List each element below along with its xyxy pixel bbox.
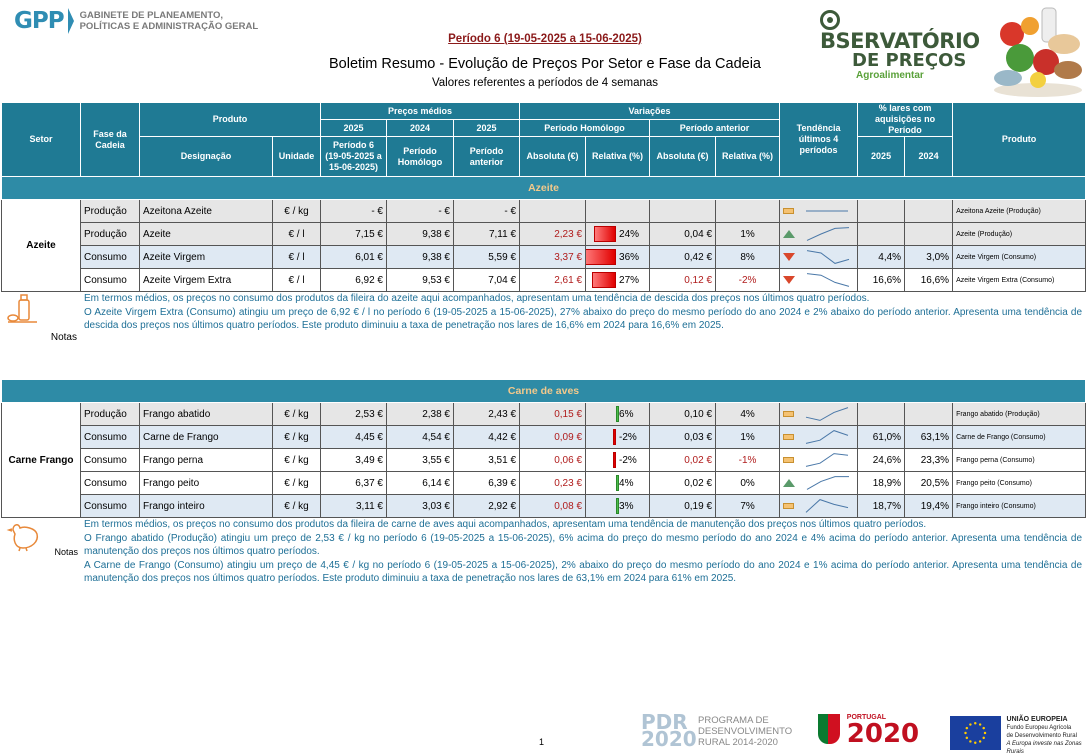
abs-homologo-cell: 2,23 € (520, 223, 586, 246)
pdr2020-logo (641, 710, 793, 751)
trend-cell (780, 449, 858, 472)
rel-anterior-cell: -1% (716, 449, 780, 472)
eu-star (969, 740, 971, 742)
pdr-logo-mark: PDR 2020 (641, 710, 697, 751)
section-title: Carne de aves (2, 380, 1086, 403)
report-subtitle: Valores referentes a períodos de 4 semanas (431, 77, 659, 89)
abs-homologo-cell: 2,61 € (520, 269, 586, 292)
produto-label-cell: Azeite (Produção) (953, 223, 1086, 246)
pt-num: 2020 (846, 719, 920, 749)
col-fase: Fase da Cadeia (81, 103, 140, 177)
report-title: Boletim Resumo - Evolução de Preços Por Setor e Fase da Cadeia (329, 56, 761, 72)
col-y2024: 2024 (387, 120, 454, 137)
rel-homologo-value: -2% (619, 431, 637, 443)
abs-anterior-cell: 0,03 € (650, 426, 716, 449)
price-2025-cell: 7,15 € (321, 223, 387, 246)
produto-label-cell: Frango abatido (Produção) (953, 403, 1086, 426)
table-row (2, 269, 1086, 292)
sparkline-line (806, 454, 848, 467)
col-y2025: 2025 (321, 120, 387, 137)
col-precos-medios: Preços médios (321, 103, 520, 120)
designacao-cell: Frango perna (140, 449, 273, 472)
produto-label-cell: Azeitona Azeite (Produção) (953, 200, 1086, 223)
eu-l3: A Europa investe nas Zonas Rurais (1006, 741, 1082, 755)
abs-anterior-cell: 0,02 € (650, 472, 716, 495)
eu-title: UNIÃO EUROPEIA (1006, 716, 1068, 723)
obs-line1-text: BSERVATÓRIO (820, 29, 980, 53)
produto-label-cell: Frango inteiro (Consumo) (953, 495, 1086, 518)
col-absoluta: Absoluta (€) (520, 137, 586, 177)
col-produto: Produto (140, 103, 321, 137)
price-anterior-cell: 7,11 € (454, 223, 520, 246)
col-variacoes: Variações (520, 103, 780, 120)
abs-homologo-cell: 0,08 € (520, 495, 586, 518)
abs-homologo-cell (520, 200, 586, 223)
fase-cell: Consumo (81, 246, 140, 269)
price-2025-cell: 3,49 € (321, 449, 387, 472)
rel-homologo-cell (586, 403, 650, 426)
lares-2024-cell: 23,3% (905, 449, 953, 472)
fase-cell: Produção (81, 223, 140, 246)
produto-label-cell: Azeite Virgem (Consumo) (953, 246, 1086, 269)
eu-star (979, 740, 981, 742)
rel-homologo-cell (586, 200, 650, 223)
sparkline-line (806, 408, 848, 421)
gpp-name-line2: POLÍTICAS E ADMINISTRAÇÃO GERAL (79, 21, 259, 32)
price-anterior-cell: 5,59 € (454, 246, 520, 269)
unidade-cell: € / l (273, 223, 321, 246)
price-2024-cell: - € (387, 200, 454, 223)
abs-homologo-cell: 0,06 € (520, 449, 586, 472)
price-anterior-cell: - € (454, 200, 520, 223)
trend-flat-icon (783, 411, 794, 417)
designacao-cell: Azeite Virgem (140, 246, 273, 269)
col-tendencia: Tendência últimos 4 períodos (780, 103, 858, 177)
rel-homologo-cell (586, 495, 650, 518)
designacao-cell: Frango peito (140, 472, 273, 495)
table-row (2, 449, 1086, 472)
price-anterior-cell: 6,39 € (454, 472, 520, 495)
eu-star (966, 737, 968, 739)
abs-homologo-cell: 0,23 € (520, 472, 586, 495)
notes-row (2, 292, 1086, 380)
eu-star (966, 727, 968, 729)
fase-cell: Consumo (81, 495, 140, 518)
setor-cell: Carne Frango (2, 403, 81, 518)
trend-cell (780, 269, 858, 292)
unidade-cell: € / kg (273, 472, 321, 495)
table-body (2, 177, 1086, 588)
designacao-cell: Frango inteiro (140, 495, 273, 518)
col-periodo-atual: Período 6 (19-05-2025 a 15-06-2025) (321, 137, 387, 177)
lares-2025-cell: 4,4% (858, 246, 905, 269)
notes-icon-cell (2, 292, 81, 380)
price-anterior-cell: 2,92 € (454, 495, 520, 518)
col-periodo-anterior: Período anterior (454, 137, 520, 177)
pdr-logo-text (698, 715, 792, 748)
col-relativa: Relativa (%) (586, 137, 650, 177)
rel-anterior-cell (716, 200, 780, 223)
table-row (2, 472, 1086, 495)
sparkline-line (807, 274, 849, 287)
trend-flat-icon (783, 457, 794, 463)
lares-2024-cell: 3,0% (905, 246, 953, 269)
sparkline (804, 497, 852, 515)
obs-line1 (820, 10, 990, 52)
sparkline (805, 474, 853, 492)
trend-up-icon (783, 230, 795, 238)
abs-anterior-cell: 0,02 € (650, 449, 716, 472)
lares-2025-cell: 16,6% (858, 269, 905, 292)
price-anterior-cell: 2,43 € (454, 403, 520, 426)
eu-flag-icon (950, 716, 1001, 750)
table-row (2, 495, 1086, 518)
fase-cell: Consumo (81, 269, 140, 292)
col-relativa2: Relativa (%) (716, 137, 780, 177)
lares-2024-cell: 16,6% (905, 269, 953, 292)
trend-cell (780, 426, 858, 449)
sparkline (804, 405, 852, 423)
unidade-cell: € / l (273, 246, 321, 269)
rel-homologo-cell (586, 426, 650, 449)
lares-2024-cell (905, 200, 953, 223)
col-absoluta2: Absoluta (€) (650, 137, 716, 177)
produto-label-cell: Carne de Frango (Consumo) (953, 426, 1086, 449)
price-2025-cell: 3,11 € (321, 495, 387, 518)
col-unidade: Unidade (273, 137, 321, 177)
trend-flat-icon (783, 208, 794, 214)
lares-2025-cell (858, 200, 905, 223)
olive-oil-icon (5, 292, 45, 326)
gpp-logo (14, 8, 258, 34)
notes-label: Notas (50, 331, 77, 343)
trend-up-icon (783, 479, 795, 487)
sparkline (804, 428, 852, 446)
obs-line3: Agroalimentar (856, 70, 924, 81)
notes-text (81, 518, 1086, 588)
designacao-cell: Carne de Frango (140, 426, 273, 449)
rel-anterior-cell: 7% (716, 495, 780, 518)
col-y2025b: 2025 (454, 120, 520, 137)
trend-down-icon (783, 253, 795, 261)
note-paragraph: A Carne de Frango (Consumo) atingiu um preço de 4,45 € / kg no período 6 (19-05-2025 a 15-06-2025), 2% abaixo do preço do mesmo período do ano 2024 e 1% acima do período anterior. Apresenta uma tendência de manutenção dos preços nos últimos quatro períodos. Este produto diminuiu a taxa de penetração nos lares de 63,1% em 2024 para 61% em 2025. (84, 559, 1083, 584)
rel-homologo-cell (586, 246, 650, 269)
sparkline (805, 225, 853, 243)
designacao-cell: Frango abatido (140, 403, 273, 426)
note-paragraph: O Frango abatido (Produção) atingiu um preço de 2,53 € / kg no período 6 (19-05-2025 a 15-06-2025), 6% acima do preço do mesmo período do ano 2024 e 4% acima do período anterior. Apresenta uma tendência de manutenção dos preços nos últimos quatro períodos. (84, 532, 1083, 557)
eu-star (964, 732, 966, 734)
sparkline-line (806, 500, 848, 513)
price-anterior-cell: 3,51 € (454, 449, 520, 472)
sparkline-line (807, 228, 849, 241)
rel-homologo-value: 3% (619, 500, 634, 512)
eu-star (984, 732, 986, 734)
price-2024-cell: 4,54 € (387, 426, 454, 449)
trend-flat-icon (783, 434, 794, 440)
portugal2020-logo (818, 714, 919, 747)
rel-homologo-value (589, 206, 619, 217)
col-lares: % lares com aquisições no Período (858, 103, 953, 137)
unidade-cell: € / kg (273, 426, 321, 449)
col-var-anterior: Período anterior (650, 120, 780, 137)
fase-cell: Consumo (81, 449, 140, 472)
eu-star (969, 723, 971, 725)
price-2024-cell: 9,38 € (387, 223, 454, 246)
lares-2024-cell (905, 403, 953, 426)
fase-cell: Produção (81, 403, 140, 426)
notes-label: Notas (54, 547, 78, 557)
rel-homologo-cell (586, 269, 650, 292)
notes-icon-cell (2, 518, 81, 588)
price-2025-cell: 6,92 € (321, 269, 387, 292)
sparkline (804, 451, 852, 469)
note-paragraph: Em termos médios, os preços no consumo dos produtos da fileira de carne de aves aqui acompanhados, apresentam uma tendência de manutenção dos preços nos últimos quatro períodos. (84, 519, 927, 530)
food-basket-image (990, 4, 1086, 98)
price-2025-cell: 6,01 € (321, 246, 387, 269)
rel-homologo-cell (586, 449, 650, 472)
price-2025-cell: - € (321, 200, 387, 223)
price-2024-cell: 9,53 € (387, 269, 454, 292)
price-2025-cell: 2,53 € (321, 403, 387, 426)
table-header (2, 103, 1086, 177)
observatorio-logo (820, 10, 990, 81)
sparkline-line (806, 431, 848, 444)
rel-anterior-cell: 1% (716, 426, 780, 449)
price-2024-cell: 2,38 € (387, 403, 454, 426)
gpp-name (80, 10, 259, 32)
price-2024-cell: 3,55 € (387, 449, 454, 472)
unidade-cell: € / kg (273, 495, 321, 518)
rel-homologo-value: -2% (619, 454, 637, 466)
lares-2024-cell: 20,5% (905, 472, 953, 495)
trend-down-icon (783, 276, 795, 284)
eu-star (974, 742, 976, 744)
table-row (2, 246, 1086, 269)
price-2024-cell: 6,14 € (387, 472, 454, 495)
eu-star (982, 727, 984, 729)
trend-flat-icon (783, 503, 794, 509)
eu-star (979, 723, 981, 725)
col-lares-2025: 2025 (858, 137, 905, 177)
chicken-icon (5, 518, 45, 552)
setor-cell: Azeite (2, 200, 81, 292)
price-2024-cell: 9,38 € (387, 246, 454, 269)
lares-2024-cell (905, 223, 953, 246)
unidade-cell: € / kg (273, 200, 321, 223)
abs-homologo-cell: 0,15 € (520, 403, 586, 426)
section-header (2, 380, 1086, 403)
abs-anterior-cell: 0,10 € (650, 403, 716, 426)
gpp-logo-word: GPP (14, 8, 64, 34)
trend-cell (780, 200, 858, 223)
rel-homologo-value: 24% (619, 228, 640, 240)
designacao-cell: Azeitona Azeite (140, 200, 273, 223)
rel-homologo-value: 27% (619, 274, 640, 286)
abs-anterior-cell: 0,42 € (650, 246, 716, 269)
rel-anterior-cell: 1% (716, 223, 780, 246)
unidade-cell: € / kg (273, 449, 321, 472)
page-number: 1 (539, 737, 545, 747)
rel-homologo-value: 36% (619, 251, 640, 263)
sparkline (805, 248, 853, 266)
abs-anterior-cell (650, 200, 716, 223)
gpp-chevron-icon (68, 8, 74, 34)
rel-homologo-value: 6% (619, 408, 634, 420)
eu-l2: de Desenvolvimento Rural (1006, 733, 1077, 739)
lares-2025-cell: 18,7% (858, 495, 905, 518)
table-row (2, 200, 1086, 223)
unidade-cell: € / kg (273, 403, 321, 426)
col-periodo-homologo: Período Homólogo (387, 137, 454, 177)
lares-2025-cell: 61,0% (858, 426, 905, 449)
unidade-cell: € / l (273, 269, 321, 292)
footer (0, 712, 1090, 754)
pdr-l3: RURAL 2014-2020 (698, 736, 778, 748)
lares-2025-cell (858, 223, 905, 246)
note-paragraph: Em termos médios, os preços no consumo dos produtos da fileira do azeite aqui acompanhados, apresentam uma tendência de descida dos preços nos últimos quatro períodos. (84, 293, 870, 304)
lares-2025-cell: 24,6% (858, 449, 905, 472)
col-produto-right: Produto (953, 103, 1086, 177)
rel-anterior-cell: 4% (716, 403, 780, 426)
trend-cell (780, 223, 858, 246)
trend-cell (780, 403, 858, 426)
fase-cell: Produção (81, 200, 140, 223)
rel-anterior-cell: -2% (716, 269, 780, 292)
notes-text (81, 292, 1086, 380)
lares-2024-cell: 63,1% (905, 426, 953, 449)
price-table (1, 102, 1086, 588)
abs-anterior-cell: 0,04 € (650, 223, 716, 246)
rel-homologo-value: 4% (619, 477, 634, 489)
sparkline (804, 202, 852, 220)
price-2024-cell: 3,03 € (387, 495, 454, 518)
trend-cell (780, 246, 858, 269)
trend-cell (780, 472, 858, 495)
col-var-homologo: Período Homólogo (520, 120, 650, 137)
col-designacao: Designação (140, 137, 273, 177)
eye-icon (820, 10, 840, 30)
lares-2024-cell: 19,4% (905, 495, 953, 518)
sparkline (805, 271, 853, 289)
table-row (2, 223, 1086, 246)
section-title: Azeite (2, 177, 1086, 200)
abs-anterior-cell: 0,12 € (650, 269, 716, 292)
rel-homologo-cell (586, 223, 650, 246)
price-anterior-cell: 7,04 € (454, 269, 520, 292)
rel-anterior-cell: 8% (716, 246, 780, 269)
eu-star (982, 737, 984, 739)
price-2025-cell: 4,45 € (321, 426, 387, 449)
produto-label-cell: Frango peito (Consumo) (953, 472, 1086, 495)
sparkline-line (807, 477, 849, 490)
rel-anterior-cell: 0% (716, 472, 780, 495)
pt-word (847, 714, 919, 747)
eu-star (974, 722, 976, 724)
col-setor: Setor (2, 103, 81, 177)
col-lares-2024: 2024 (905, 137, 953, 177)
sparkline-line (807, 251, 849, 264)
fase-cell: Consumo (81, 426, 140, 449)
period-label: Período 6 (19-05-2025 a 15-06-2025) (448, 33, 642, 45)
report-header (0, 0, 1090, 100)
pdr-l2: DESENVOLVIMENTO (698, 725, 793, 737)
designacao-cell: Azeite Virgem Extra (140, 269, 273, 292)
abs-homologo-cell: 0,09 € (520, 426, 586, 449)
pt-small: PORTUGAL (846, 714, 887, 721)
table-row (2, 403, 1086, 426)
rel-homologo-cell (586, 472, 650, 495)
notes-row (2, 518, 1086, 588)
price-anterior-cell: 4,42 € (454, 426, 520, 449)
produto-label-cell: Azeite Virgem Extra (Consumo) (953, 269, 1086, 292)
gpp-name-line1: GABINETE DE PLANEAMENTO, (79, 10, 223, 21)
section-header (2, 177, 1086, 200)
designacao-cell: Azeite (140, 223, 273, 246)
trend-cell (780, 495, 858, 518)
pdr-l1: PROGRAMA DE (698, 714, 769, 726)
lares-2025-cell: 18,9% (858, 472, 905, 495)
eu-logo (950, 716, 1090, 756)
price-2025-cell: 6,37 € (321, 472, 387, 495)
obs-line2: DE PREÇOS (852, 50, 967, 71)
eu-l1: Fundo Europeu Agrícola (1006, 725, 1072, 731)
lares-2025-cell (858, 403, 905, 426)
abs-anterior-cell: 0,19 € (650, 495, 716, 518)
portugal-flag-icon (818, 714, 840, 744)
note-paragraph: O Azeite Virgem Extra (Consumo) atingiu um preço de 6,92 € / l no período 6 (19-05-2025 a 15-06-2025), 27% abaixo do preço do mesmo período do ano 2024 e 2% abaixo do período anterior. Apresenta uma tendência de descida dos preços nos últimos quatro períodos. Este produto diminuiu a taxa de penetração nos lares de 16,6% em 2024 para 16,6% em 2025. (84, 306, 1083, 331)
abs-homologo-cell: 3,37 € (520, 246, 586, 269)
produto-label-cell: Frango perna (Consumo) (953, 449, 1086, 472)
fase-cell: Consumo (81, 472, 140, 495)
table-row (2, 426, 1086, 449)
eu-text (1007, 716, 1090, 756)
